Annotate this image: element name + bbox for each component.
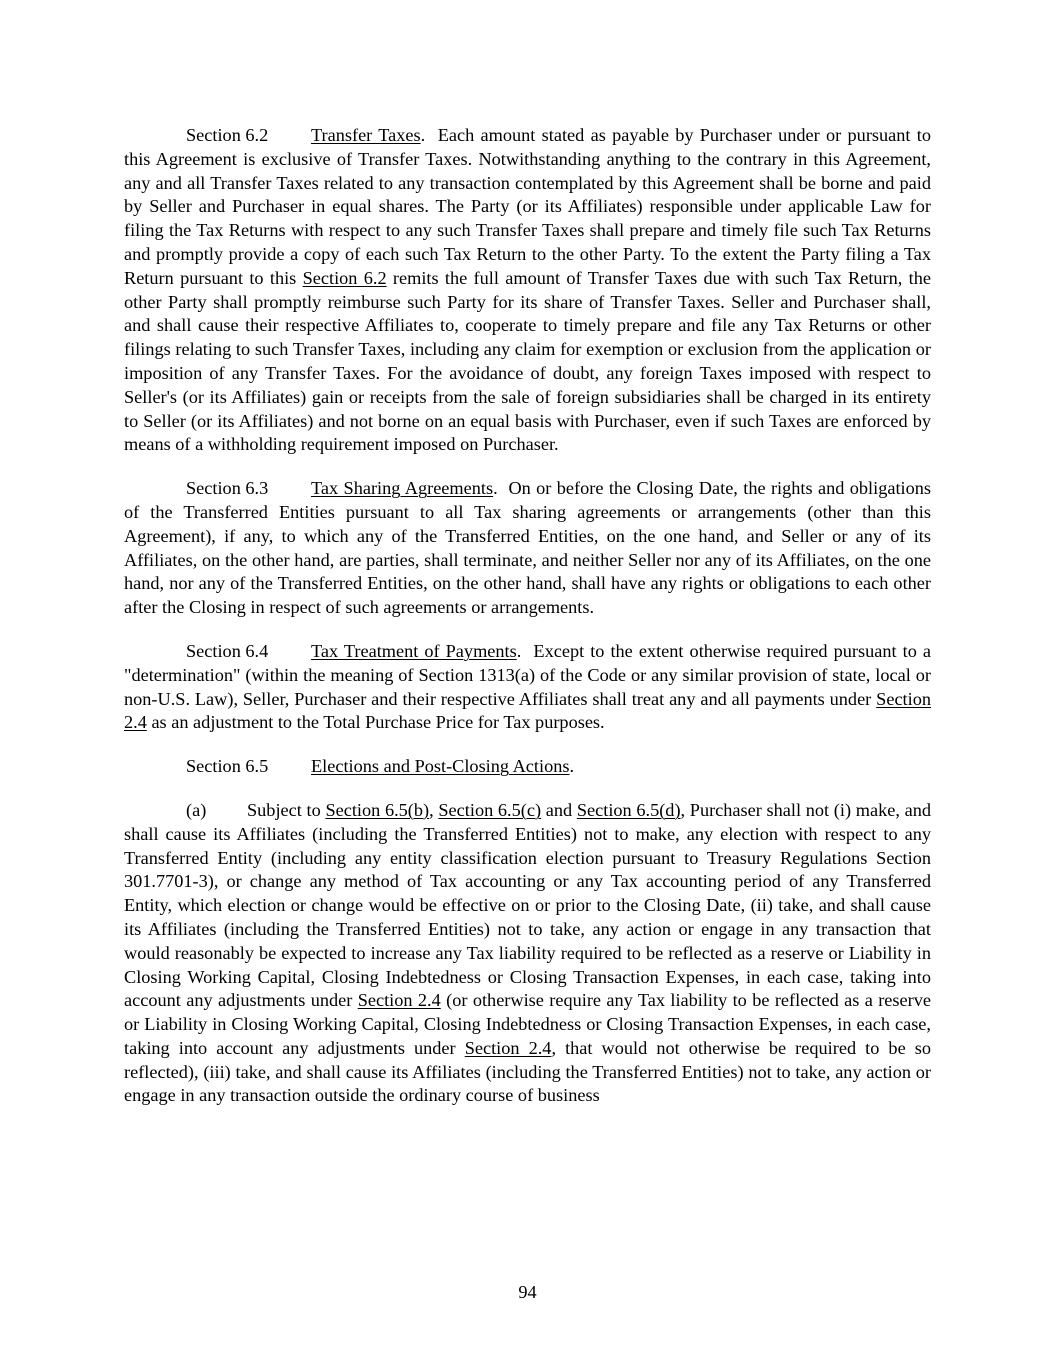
- section-6-2-reference-link: Section 6.2: [302, 267, 387, 288]
- section-6-2-paragraph: Section 6.2 Transfer Taxes. Each amount stated as payable by Purchaser under or pursuant to this Agreement is exclusive of Transfer Taxes. Notwithstanding anything to the contrary in this Agreement, any and all Transfer Taxes related to any transaction contemplated by this Agreement shall be borne and paid by Seller and Purchaser in equal shares. The Party (or its Affiliates) responsible under applicable Law for filing the Tax Returns with respect to any such Transfer Taxes shall prepare and timely file such Tax Returns and promptly provide a copy of each such Tax Return to the other Party. To the extent the Party filing a Tax Return pursuant to this Section 6.2 remits the full amount of Transfer Taxes due with such Tax Return, the other Party shall promptly reimburse such Party for its share of Transfer Taxes. Seller and Purchaser shall, and shall cause their respective Affiliates to, cooperate to timely prepare and file any Tax Returns or other filings relating to such Transfer Taxes, including any claim for exemption or exclusion from the application or imposition of any Transfer Taxes. For the avoidance of doubt, any foreign Taxes imposed with respect to Seller's (or its Affiliates) gain or receipts from the sale of foreign subsidiaries shall be charged in its entirety to Seller (or its Affiliates) and not borne on an equal basis with Purchaser, even if such Taxes are enforced by means of a withholding requirement imposed on Purchaser.: [124, 125, 931, 455]
- subsection-label-a: (a): [186, 799, 207, 820]
- reference-section-6-5-c: Section 6.5(c): [438, 799, 542, 820]
- section-6-4-text-1: Except to the extent otherwise required pursuant to a "determination" (within the meaning of Section 1313(a) of the Code or any similar provision of state, local or non-U.S. Law), Seller, Purchaser and their respective Affiliates shall treat any and all payments under: [124, 640, 931, 709]
- section-6-4-number: Section 6.4: [186, 640, 269, 661]
- section-6-2-text-1: Each amount stated as payable by Purchaser under or pursuant to this Agreement is exclusive of Transfer Taxes. Notwithstanding anything to the contrary in this Agreement, any and all Transfer Taxes related to any transaction contemplated by this Agreement shall be borne and paid by Seller and Purchaser in equal shares. The Party (or its Affiliates) responsible under applicable Law for filing the Tax Returns with respect to any such Transfer Taxes shall prepare and timely file such Tax Returns and promptly provide a copy of each such Tax Return to the other Party. To the extent the Party filing a Tax Return pursuant to this: [124, 125, 931, 288]
- section-6-2-title: Transfer Taxes: [311, 125, 421, 145]
- section-6-3-text: On or before the Closing Date, the rights and obligations of the Transferred Entities pursuant to all Tax sharing agreements or arrangements (other than this Agreement), if any, to which any of the Transferred Entities, on the one hand, and Seller or any of its Affiliates, on the other hand, are parties, shall terminate, and neither Seller nor any of its Affiliates, on the one hand, nor any of the Transferred Entities, on the other hand, shall have any rights or obligations to each other after the Closing in respect of such agreements or arrangements.: [124, 478, 932, 618]
- section-6-5-a-text-3: , that would not otherwise be required to be so reflected), (iii) take, and shall cause its Affiliates (including the Transferred Entities) not to take, any action or engage in any transaction outside the ordinary course of business: [124, 1037, 931, 1106]
- section-6-5-number: Section 6.5: [186, 756, 269, 777]
- section-6-5-title: Elections and Post-Closing Actions: [311, 756, 570, 777]
- section-6-5-a-paragraph: (a) Subject to Section 6.5(b), Section 6.5(c) and Section 6.5(d), Purchaser shall not (i) make, and shall cause its Affiliates (including the Transferred Entities) not to make, any election with respect to any Transferred Entity (including any entity classification election pursuant to Treasury Regulations Section 301.7701-3), or change any method of Tax accounting or any Tax accounting period of any Transferred Entity, which election or change would be effective on or prior to the Closing Date, (ii) take, and shall cause its Affiliates (including the Transferred Entities) not to take, any action or engage in any transaction that would reasonably be expected to increase any Tax liability required to be reflected as a reserve or Liability in Closing Working Capital, Closing Indebtedness or Closing Transaction Expenses, in each case, taking into account any adjustments under Section 2.4 (or otherwise require any Tax liability to be reflected as a reserve or Liability in Closing Working Capital, Closing Indebtedness or Closing Transaction Expenses, in each case, taking into account any adjustments under Section 2.4, that would not otherwise be required to be so reflected), (iii) take, and shall cause its Affiliates (including the Transferred Entities) not to take, any action or engage in any transaction outside the ordinary course of business: [124, 799, 931, 1106]
- page-number: 94: [518, 1282, 537, 1302]
- section-6-4-paragraph: Section 6.4 Tax Treatment of Payments. Except to the extent otherwise required pursuant to a "determination" (within the meaning of Section 1313(a) of the Code or any similar provision of state, local or non-U.S. Law), Seller, Purchaser and their respective Affiliates shall treat any and all payments under Section 2.4 as an adjustment to the Total Purchase Price for Tax purposes.: [124, 640, 931, 733]
- section-6-4-reference-link: Section 2.4: [124, 688, 931, 733]
- reference-section-2-4-first: Section 2.4: [357, 990, 441, 1011]
- section-6-2-text-2: remits the full amount of Transfer Taxes due with such Tax Return, the other Party shall promptly reimburse such Party for its share of Transfer Taxes. Seller and Purchaser shall, and shall cause their respective Affiliates to, cooperate to timely prepare and file any Tax Returns or other filings relating to such Transfer Taxes, including any claim for exemption or exclusion from the application or imposition of any Transfer Taxes. For the avoidance of doubt, any foreign Taxes imposed with respect to Seller's (or its Affiliates) gain or receipts from the sale of foreign subsidiaries shall be charged in its entirety to Seller (or its Affiliates) and not borne on an equal basis with Purchaser, even if such Taxes are enforced by means of a withholding requirement imposed on Purchaser.: [124, 267, 931, 455]
- section-6-3-title: Tax Sharing Agreements: [311, 478, 494, 499]
- section-6-2-number: Section 6.2: [186, 125, 269, 145]
- reference-section-6-5-b: Section 6.5(b): [325, 799, 430, 820]
- reference-section-6-5-d: Section 6.5(d): [576, 799, 681, 820]
- section-6-4-text-2: as an adjustment to the Total Purchase Price for Tax purposes.: [151, 712, 605, 733]
- section-6-3-number: Section 6.3: [186, 478, 269, 499]
- section-6-5-a-text-1: , Purchaser shall not (i) make, and shall cause its Affiliates (including the Transferred Entities) not to make, any election with respect to any Transferred Entity (including any entity classification election pursuant to Treasury Regulations Section 301.7701-3), or change any method of Tax accounting or any Tax accounting period of any Transferred Entity, which election or change would be effective on or prior to the Closing Date, (ii) take, and shall cause its Affiliates (including the Transferred Entities) not to take, any action or engage in any transaction that would reasonably be expected to increase any Tax liability required to be reflected as a reserve or Liability in Closing Working Capital, Closing Indebtedness or Closing Transaction Expenses, in each case, taking into account any adjustments under: [124, 799, 931, 1011]
- document-page: [124, 124, 931, 1128]
- reference-section-2-4-second: Section 2.4: [464, 1037, 552, 1058]
- section-6-4-title: Tax Treatment of Payments: [311, 640, 517, 661]
- section-6-5-a-text-2: (or otherwise require any Tax liability to be reflected as a reserve or Liability in Closing Working Capital, Closing Indebtedness or Closing Transaction Expenses, in each case, taking into account any adjustments under: [124, 990, 931, 1058]
- section-6-3-paragraph: Section 6.3 Tax Sharing Agreements. On or before the Closing Date, the rights and obligations of the Transferred Entities pursuant to all Tax sharing agreements or arrangements (other than this Agreement), if any, to which any of the Transferred Entities, on the one hand, and Seller or any of its Affiliates, on the other hand, are parties, shall terminate, and neither Seller nor any of its Affiliates, on the one hand, nor any of the Transferred Entities, on the other hand, shall have any rights or obligations to each other after the Closing in respect of such agreements or arrangements.: [124, 478, 932, 618]
- section-6-5-heading: Section 6.5 Elections and Post-Closing Actions.: [124, 755, 931, 779]
